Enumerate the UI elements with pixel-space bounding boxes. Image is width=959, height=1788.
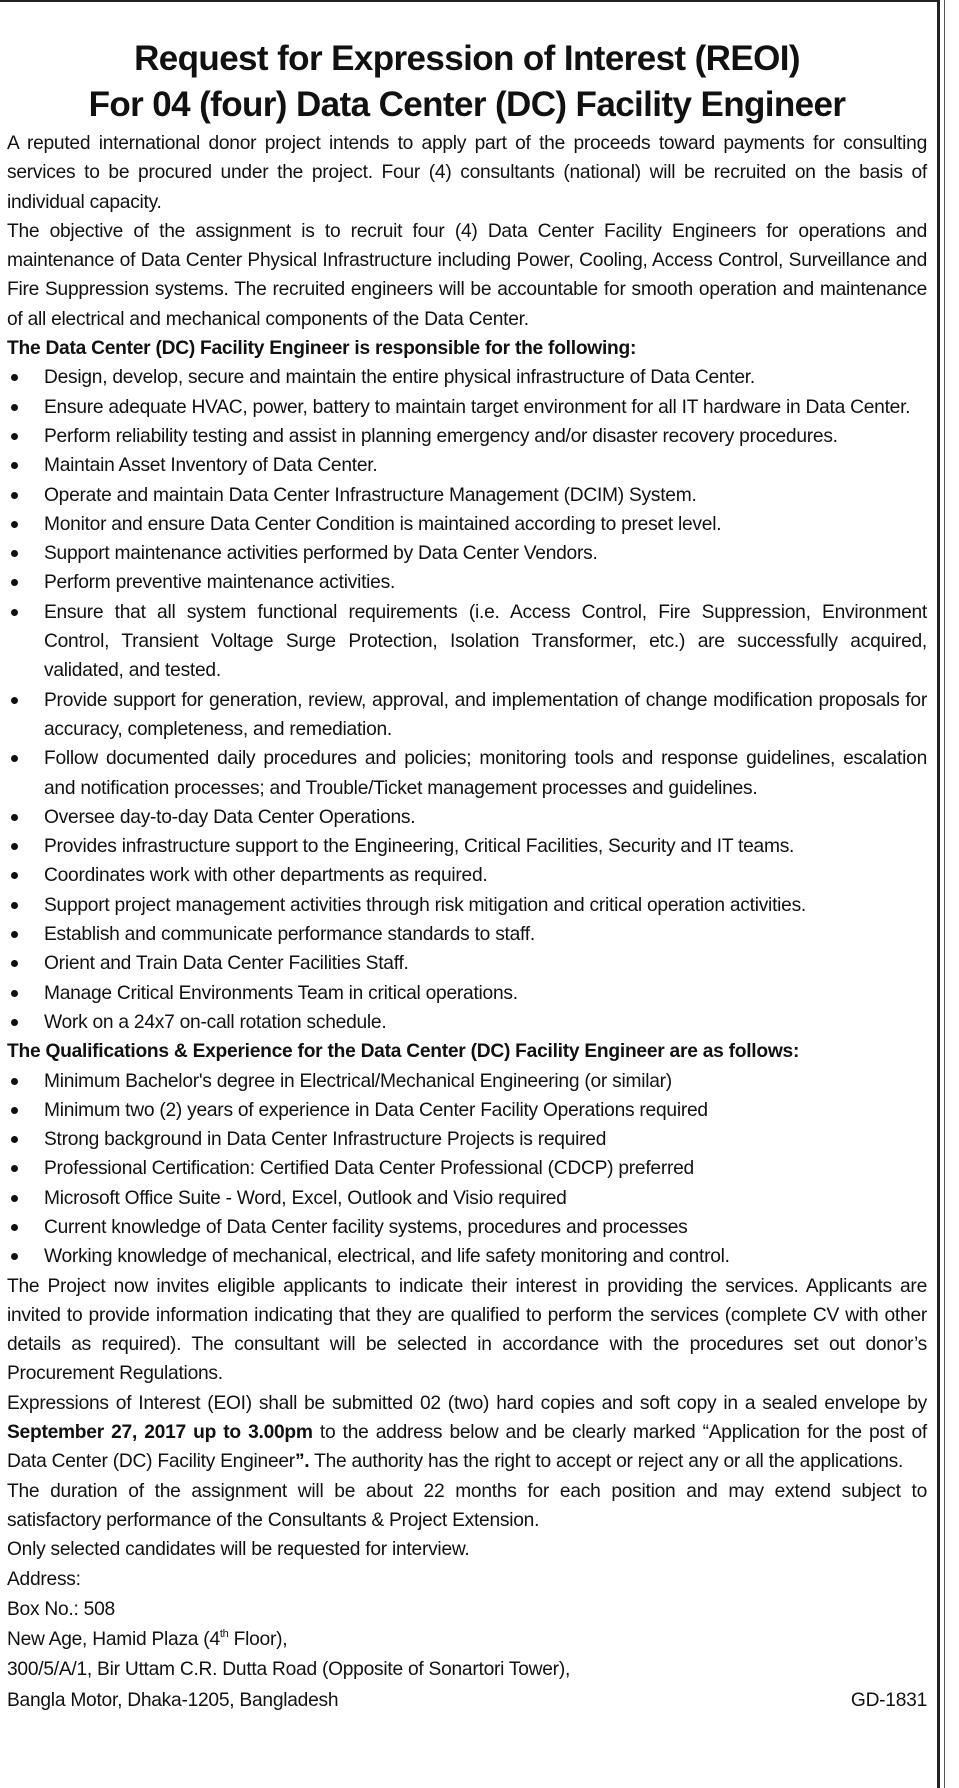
address-line-2: 300/5/A/1, Bir Uttam C.R. Dutta Road (Opposite of Sonartori Tower), (7, 1659, 571, 1681)
title-line-1: Request for Expression of Interest (REOI) (134, 39, 800, 78)
intro-paragraph-2: The objective of the assignment is to recruit four (4) Data Center Facility Engineers for operations and maintenance of Data Center Physical Infrastructure including Power, Cooling, Access Control, Surveillance and Fire Suppression systems. The recruited engineers will be accountable for smooth operation and maintenance of all electrical and mechanical components of the Data Center. (7, 220, 927, 330)
list-item: Support maintenance activities performed by Data Center Vendors. (7, 539, 927, 568)
list-item: Operate and maintain Data Center Infrastructure Management (DCIM) System. (7, 481, 927, 510)
list-item: Working knowledge of mechanical, electrical, and life safety monitoring and control. (7, 1242, 927, 1271)
title-line-2: For 04 (four) Data Center (DC) Facility Engineer (88, 85, 846, 124)
list-item: Follow documented daily procedures and policies; monitoring tools and response guidelines, escalation and notification processes; and Trouble/Ticket management processes and guidelines. (7, 744, 927, 803)
advertisement-body (7, 36, 927, 1716)
address-line-3-row (7, 1686, 927, 1716)
list-item: Provide support for generation, review, approval, and implementation of change modification proposals for accuracy, completeness, and remediation. (7, 686, 927, 745)
list-item: Work on a 24x7 on-call rotation schedule. (7, 1008, 927, 1037)
list-item: Minimum two (2) years of experience in Data Center Facility Operations required (7, 1096, 927, 1125)
responsibilities-heading: The Data Center (DC) Facility Engineer is responsible for the following: (7, 338, 637, 360)
page-title (7, 36, 927, 128)
right-border-line-outer (944, 0, 945, 1788)
list-item: Perform preventive maintenance activities. (7, 568, 927, 597)
list-item: Minimum Bachelor's degree in Electrical/Mechanical Engineering (or similar) (7, 1067, 927, 1096)
list-item: Support project management activities through risk mitigation and critical operation activities. (7, 891, 927, 920)
list-item: Maintain Asset Inventory of Data Center. (7, 451, 927, 480)
right-border-line (937, 0, 940, 1788)
top-border-line (0, 0, 937, 2)
list-item: Microsoft Office Suite - Word, Excel, Outlook and Visio required (7, 1184, 927, 1213)
address-block (7, 1565, 927, 1716)
qualifications-list (7, 1067, 927, 1272)
list-item: Design, develop, secure and maintain the entire physical infrastructure of Data Center. (7, 363, 927, 392)
list-item: Manage Critical Environments Team in critical operations. (7, 979, 927, 1008)
list-item: Orient and Train Data Center Facilities Staff. (7, 949, 927, 978)
list-item: Establish and communicate performance standards to staff. (7, 920, 927, 949)
submission-deadline: September 27, 2017 up to 3.00pm (7, 1422, 313, 1444)
interview-note: Only selected candidates will be requested for interview. (7, 1539, 470, 1561)
list-item: Ensure that all system functional requirements (i.e. Access Control, Fire Suppression, Environment Control, Transient Voltage Surge Protection, Isolation Transformer, etc.) are successfully acquired, validated, and tested. (7, 598, 927, 686)
responsibilities-list (7, 363, 927, 1037)
invitation-paragraph: The Project now invites eligible applicants to indicate their interest in providing the services. Applicants are invited to provide information indicating that they are qualified to perform the services (complete CV with other details as required). The consultant will be selected in accordance with the procedures set out donor’s Procurement Regulations. (7, 1275, 927, 1385)
submission-text-middle: to the address below and be clearly marked “Application for the post of Data Center (DC) Facility Engineer (7, 1422, 928, 1473)
address-box-number: Box No.: 508 (7, 1598, 115, 1620)
address-floor-suffix: th (219, 1628, 229, 1641)
intro-paragraph-1: A reputed international donor project intends to apply part of the proceeds toward payments for consulting services to be procured under the project. Four (4) consultants (national) will be recruited on the basis of individual capacity. (7, 133, 927, 213)
list-item: Oversee day-to-day Data Center Operations. (7, 803, 927, 832)
list-item: Monitor and ensure Data Center Condition is maintained according to preset level. (7, 510, 927, 539)
reference-code: GD-1831 (850, 1689, 927, 1711)
list-item: Current knowledge of Data Center facility systems, procedures and processes (7, 1213, 927, 1242)
list-item: Coordinates work with other departments as required. (7, 861, 927, 890)
list-item: Perform reliability testing and assist in planning emergency and/or disaster recovery procedures. (7, 422, 927, 451)
address-line-1-start: New Age, Hamid Plaza (4 (7, 1629, 220, 1651)
list-item: Provides infrastructure support to the Engineering, Critical Facilities, Security and IT teams. (7, 832, 927, 861)
list-item: Professional Certification: Certified Data Center Professional (CDCP) preferred (7, 1154, 927, 1183)
duration-paragraph: The duration of the assignment will be about 22 months for each position and may extend subject to satisfactory performance of the Consultants & Project Extension. (7, 1480, 927, 1531)
submission-text-start: Expressions of Interest (EOI) shall be submitted 02 (two) hard copies and soft copy in a sealed envelope by (7, 1392, 927, 1414)
qualifications-heading: The Qualifications & Experience for the Data Center (DC) Facility Engineer are as follows: (7, 1041, 800, 1063)
list-item: Strong background in Data Center Infrastructure Projects is required (7, 1125, 927, 1154)
address-line-1 (7, 1625, 927, 1655)
address-line-3: Bangla Motor, Dhaka-1205, Bangladesh (7, 1689, 339, 1711)
address-line-1-end: Floor), (228, 1629, 288, 1651)
address-label: Address: (7, 1568, 81, 1590)
submission-text-end: The authority has the right to accept or reject any or all the applications. (309, 1451, 904, 1473)
submission-paragraph (7, 1389, 927, 1477)
list-item: Ensure adequate HVAC, power, battery to maintain target environment for all IT hardware in Data Center. (7, 393, 927, 422)
submission-quote-close: ”. (294, 1451, 310, 1473)
